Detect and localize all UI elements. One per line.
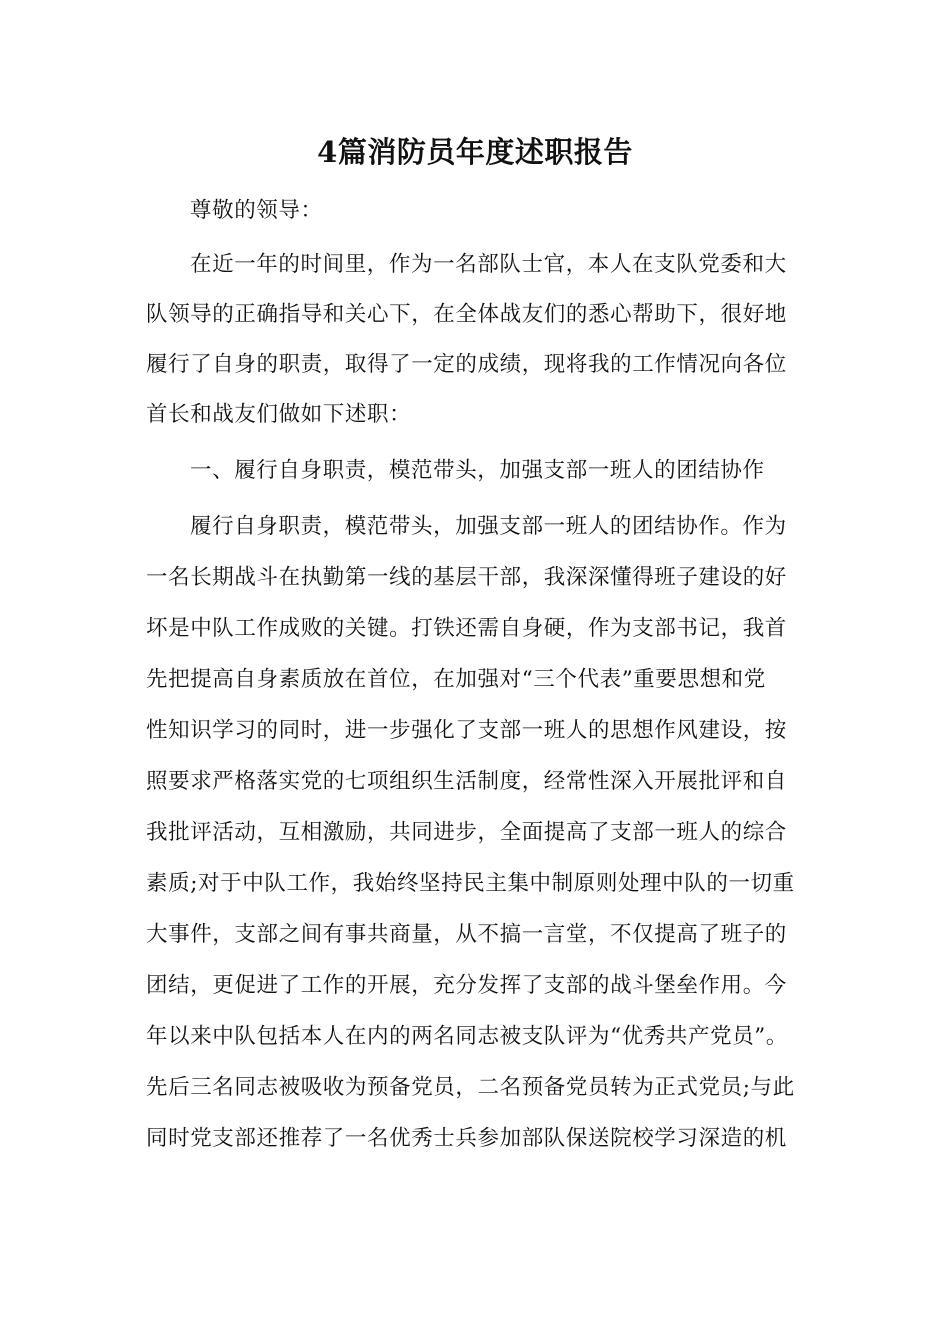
paragraph-1-line-1: 在近一年的时间里，作为一名部队士官，本人在支队党委和大 <box>190 252 787 277</box>
paragraph-2-line-9: 大事件，支部之间有事共商量，从不搞一言堂，不仅提高了班子的 <box>146 922 787 947</box>
section-1-heading: 一、履行自身职责，模范带头，加强支部一班人的团结协作 <box>190 458 765 483</box>
paragraph-1-line-3: 履行了自身的职责，取得了一定的成绩，现将我的工作情况向各位 <box>146 352 787 377</box>
document-title: 4篇消防员年度述职报告 <box>317 135 633 169</box>
paragraph-2-line-10: 团结，更促进了工作的开展，充分发挥了支部的战斗堡垒作用。今 <box>146 973 787 998</box>
paragraph-2-line-5: 性知识学习的同时，进一步强化了支部一班人的思想作风建设，按 <box>146 718 787 743</box>
paragraph-2-line-12: 先后三名同志被吸收为预备党员，二名预备党员转为正式党员;与此 <box>146 1075 795 1100</box>
paragraph-2-line-8: 素质;对于中队工作，我始终坚持民主集中制原则处理中队的一切重 <box>146 871 795 896</box>
paragraph-2-line-3: 坏是中队工作成败的关键。打铁还需自身硬，作为支部书记，我首 <box>146 616 787 641</box>
paragraph-2-line-11: 年以来中队包括本人在内的两名同志被支队评为“优秀共产党员”。 <box>146 1024 788 1049</box>
paragraph-1-line-4: 首长和战友们做如下述职： <box>146 402 412 427</box>
salutation: 尊敬的领导： <box>190 198 323 223</box>
paragraph-2-line-7: 我批评活动，互相激励，共同进步，全面提高了支部一班人的综合 <box>146 820 787 845</box>
paragraph-2-line-2: 一名长期战斗在执勤第一线的基层干部，我深深懂得班子建设的好 <box>146 565 787 590</box>
paragraph-2-line-4: 先把提高自身素质放在首位，在加强对“三个代表”重要思想和党 <box>146 667 766 692</box>
paragraph-2-line-6: 照要求严格落实党的七项组织生活制度，经常性深入开展批评和自 <box>146 769 787 794</box>
paragraph-2-line-13: 同时党支部还推荐了一名优秀士兵参加部队保送院校学习深造的机 <box>146 1126 787 1151</box>
paragraph-1-line-2: 队领导的正确指导和关心下，在全体战友们的悉心帮助下，很好地 <box>146 302 787 327</box>
paragraph-2-line-1: 履行自身职责，模范带头，加强支部一班人的团结协作。作为 <box>190 514 787 539</box>
